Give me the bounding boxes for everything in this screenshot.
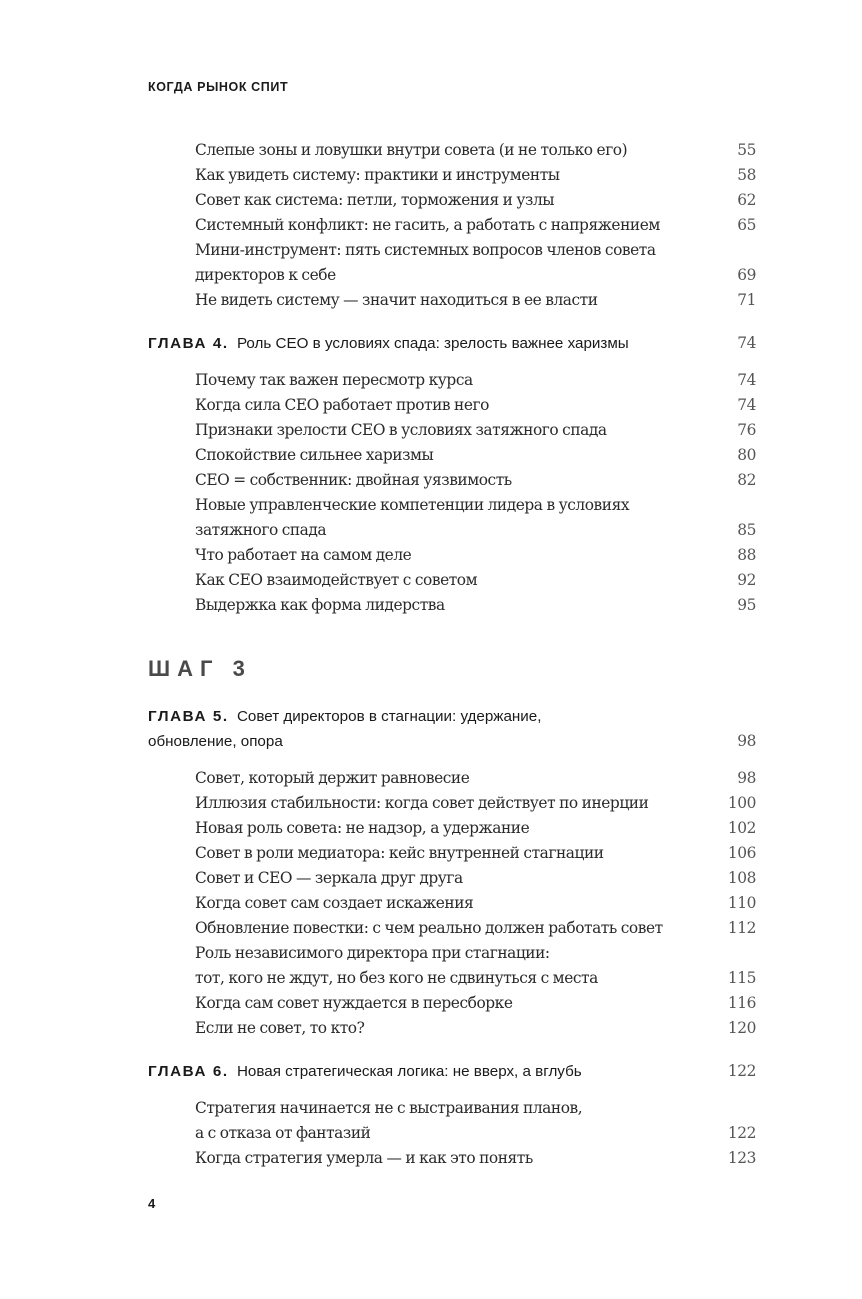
toc-entry-page: 74 bbox=[737, 371, 756, 389]
toc-entry-title: Спокойствие сильнее харизмы bbox=[195, 446, 434, 464]
toc-entry-page: 62 bbox=[737, 191, 756, 209]
chapter-title: Роль СЕО в условиях спада: зрелость важнее харизмы bbox=[236, 335, 629, 352]
toc-entry-page: 100 bbox=[727, 794, 756, 812]
toc-entry[interactable] bbox=[195, 593, 756, 618]
toc-entry-title: Роль независимого директора при стагнации: bbox=[195, 944, 550, 962]
toc-entry[interactable] bbox=[195, 866, 756, 891]
toc-entry-page: 108 bbox=[727, 869, 756, 887]
chapter-label: ГЛАВА 5. bbox=[148, 708, 229, 725]
toc-entry[interactable] bbox=[195, 1096, 756, 1146]
toc-entry-title: Как СЕО взаимодействует с советом bbox=[195, 571, 478, 589]
toc-entry-title-continued: затяжного спада bbox=[195, 521, 327, 539]
toc-entry[interactable] bbox=[195, 543, 756, 568]
step-heading: ШАГ 3 bbox=[148, 656, 252, 681]
toc-entry-page: 116 bbox=[727, 994, 756, 1012]
toc-entry-page: 58 bbox=[737, 166, 756, 184]
toc-entry-title: Иллюзия стабильности: когда совет действует по инерции bbox=[195, 794, 649, 812]
toc-entry-page: 92 bbox=[737, 571, 756, 589]
toc-entry-title: Стратегия начинается не с выстраивания планов, bbox=[195, 1099, 583, 1117]
toc-section-chapter4 bbox=[148, 331, 756, 618]
toc-entry-page: 95 bbox=[737, 596, 756, 614]
toc-section-chapter3-continued bbox=[148, 138, 756, 313]
toc-entry[interactable] bbox=[195, 1146, 756, 1171]
toc-entry-title: Новые управленческие компетенции лидера в условиях bbox=[195, 496, 630, 514]
toc-entry[interactable] bbox=[195, 1016, 756, 1041]
toc-entry-title: Когда стратегия умерла — и как это понять bbox=[195, 1149, 533, 1167]
chapter-page: 98 bbox=[737, 732, 756, 750]
toc-entry[interactable] bbox=[195, 493, 756, 543]
toc-entry[interactable] bbox=[195, 568, 756, 593]
toc-entry[interactable] bbox=[195, 138, 756, 163]
toc-entry-page: 122 bbox=[727, 1124, 756, 1142]
toc-entry[interactable] bbox=[195, 393, 756, 418]
toc-entry-title: Признаки зрелости СЕО в условиях затяжного спада bbox=[195, 421, 607, 439]
toc-entry-page: 112 bbox=[727, 919, 756, 937]
toc-entry-page: 76 bbox=[737, 421, 756, 439]
toc-entry[interactable] bbox=[195, 816, 756, 841]
toc-entry-page: 120 bbox=[727, 1019, 756, 1037]
toc-entry-page: 55 bbox=[737, 141, 756, 159]
toc-entry-page: 69 bbox=[737, 266, 756, 284]
toc-section-chapter6 bbox=[148, 1059, 756, 1171]
chapter-title-continued: обновление, опора bbox=[148, 733, 283, 750]
toc-entry-page: 110 bbox=[727, 894, 756, 912]
toc-entry-title: Когда сила СЕО работает против него bbox=[195, 396, 489, 414]
toc-entry-page: 115 bbox=[727, 969, 756, 987]
toc-entry-page: 102 bbox=[727, 819, 756, 837]
toc-entry[interactable] bbox=[195, 791, 756, 816]
toc-entry-page: 82 bbox=[737, 471, 756, 489]
toc-entry-title: Не видеть систему — значит находиться в ее власти bbox=[195, 291, 598, 309]
toc-entry[interactable] bbox=[195, 841, 756, 866]
toc-entry[interactable] bbox=[195, 418, 756, 443]
toc-entry-title: Когда совет сам создает искажения bbox=[195, 894, 474, 912]
toc-entry-title: Когда сам совет нуждается в пересборке bbox=[195, 994, 513, 1012]
toc-entry-title-continued: директоров к себе bbox=[195, 266, 336, 284]
toc-entry[interactable] bbox=[195, 443, 756, 468]
toc-entry[interactable] bbox=[195, 288, 756, 313]
toc-entry-title: Новая роль совета: не надзор, а удержание bbox=[195, 819, 530, 837]
toc-entry-title: Как увидеть систему: практики и инструменты bbox=[195, 166, 560, 184]
toc-entry-title: Если не совет, то кто? bbox=[195, 1019, 365, 1037]
chapter-heading[interactable] bbox=[148, 704, 756, 754]
toc-section-chapter5 bbox=[148, 704, 756, 1041]
toc-entry-page: 106 bbox=[727, 844, 756, 862]
toc-entry-title: Мини-инструмент: пять системных вопросов членов совета bbox=[195, 241, 656, 259]
toc-entry-title: Почему так важен пересмотр курса bbox=[195, 371, 473, 389]
toc-entry-page: 74 bbox=[737, 396, 756, 414]
toc-entry-page: 71 bbox=[737, 291, 756, 309]
chapter-title: Совет директоров в стагнации: удержание, bbox=[236, 708, 542, 725]
chapter-page: 122 bbox=[727, 1062, 756, 1080]
chapter-page: 74 bbox=[737, 334, 756, 352]
toc-entry[interactable] bbox=[195, 941, 756, 991]
toc-entry-title: Обновление повестки: с чем реально должен работать совет bbox=[195, 919, 663, 937]
running-head: КОГДА РЫНОК СПИТ bbox=[148, 80, 289, 94]
toc-entry-title: Системный конфликт: не гасить, а работать с напряжением bbox=[195, 216, 660, 234]
toc-entry-title: Совет как система: петли, торможения и узлы bbox=[195, 191, 555, 209]
toc-entry[interactable] bbox=[195, 891, 756, 916]
toc-entry[interactable] bbox=[195, 991, 756, 1016]
chapter-heading[interactable] bbox=[148, 331, 756, 356]
toc-entry[interactable] bbox=[195, 766, 756, 791]
chapter-label: ГЛАВА 4. bbox=[148, 335, 229, 352]
toc-entry[interactable] bbox=[195, 163, 756, 188]
toc-entry-title: Слепые зоны и ловушки внутри совета (и не только его) bbox=[195, 141, 628, 159]
toc-entry-page: 123 bbox=[727, 1149, 756, 1167]
toc-entry[interactable] bbox=[195, 916, 756, 941]
table-of-contents bbox=[148, 138, 756, 1171]
toc-entry-page: 80 bbox=[737, 446, 756, 464]
toc-entry-page: 65 bbox=[737, 216, 756, 234]
toc-entry-title-continued: тот, кого не ждут, но без кого не сдвинуться с места bbox=[195, 969, 598, 987]
toc-entry-page: 98 bbox=[737, 769, 756, 787]
toc-entry-page: 88 bbox=[737, 546, 756, 564]
toc-entry-title-continued: а с отказа от фантазий bbox=[195, 1124, 371, 1142]
toc-entry[interactable] bbox=[195, 213, 756, 238]
toc-entry-title: Совет в роли медиатора: кейс внутренней стагнации bbox=[195, 844, 604, 862]
toc-entry-page: 85 bbox=[737, 521, 756, 539]
chapter-title: Новая стратегическая логика: не вверх, а вглубь bbox=[236, 1063, 582, 1080]
toc-entry-title: Выдержка как форма лидерства bbox=[195, 596, 445, 614]
chapter-label: ГЛАВА 6. bbox=[148, 1063, 229, 1080]
toc-entry-title: СЕО = собственник: двойная уязвимость bbox=[195, 471, 512, 489]
toc-entry[interactable] bbox=[195, 468, 756, 493]
toc-entry-title: Совет, который держит равновесие bbox=[195, 769, 470, 787]
toc-entry-title: Что работает на самом деле bbox=[195, 546, 412, 564]
toc-entry[interactable] bbox=[195, 368, 756, 393]
toc-entry[interactable] bbox=[195, 188, 756, 213]
page-number: 4 bbox=[148, 1196, 156, 1211]
toc-entry-title: Совет и СЕО — зеркала друг друга bbox=[195, 869, 463, 887]
chapter-heading[interactable] bbox=[148, 1059, 756, 1084]
toc-entry[interactable] bbox=[195, 238, 756, 288]
